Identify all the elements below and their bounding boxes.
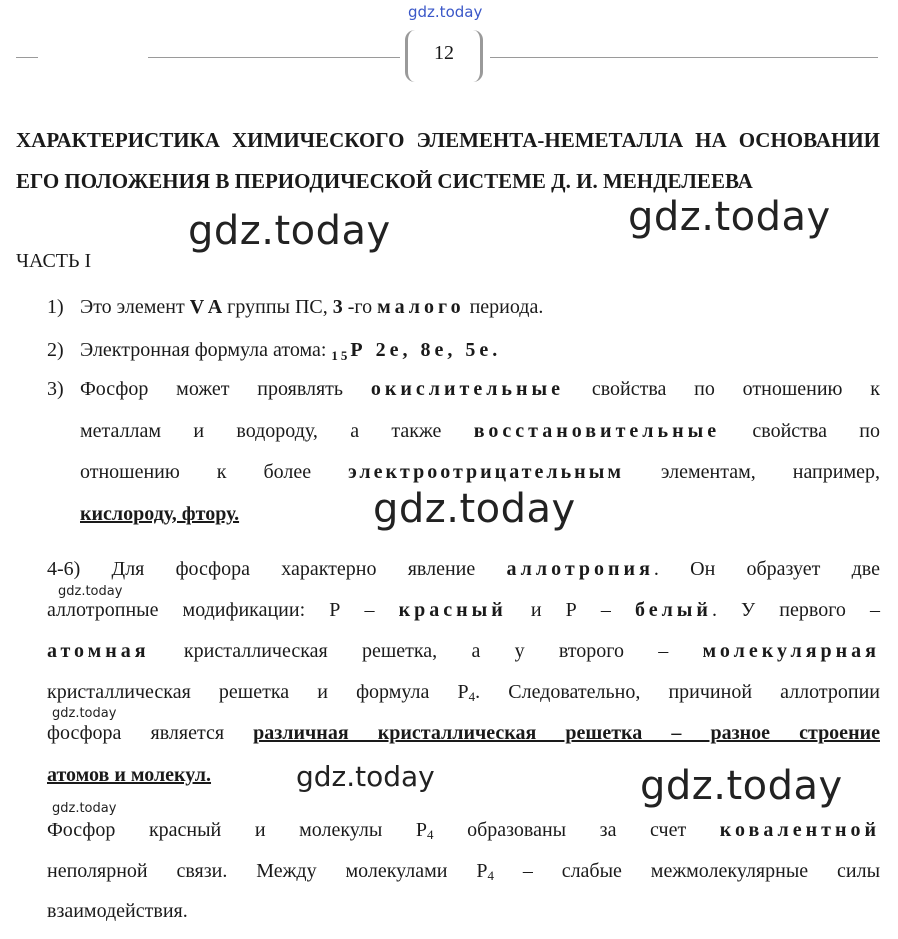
header-rule-right — [490, 57, 878, 58]
item-1-number: 1) — [47, 296, 64, 318]
header-rule-left — [148, 57, 400, 58]
p7-line-3: взаимодействия. — [47, 900, 188, 922]
p46-line-5: фосфора является различная кристаллическая решетка – разное строение — [47, 722, 880, 744]
section-title: ХАРАКТЕРИСТИКА ХИМИЧЕСКОГО ЭЛЕМЕНТА-НЕМЕТАЛЛА НА ОСНОВАНИИ ЕГО ПОЛОЖЕНИЯ В ПЕРИОДИЧЕСКОЙ СИСТЕМЕ Д. И. МЕНДЕЛЕЕВА — [16, 128, 880, 193]
watermark-big: gdz.today — [640, 763, 843, 809]
watermark-top: gdz.today — [408, 3, 483, 21]
item-2-number: 2) — [47, 339, 64, 361]
page-number-frame — [405, 30, 483, 82]
item-2-text: Электронная формула атома: $_{15}$Р 2е, 8е, 5е. — [80, 339, 502, 363]
item-3-number: 3) — [47, 378, 64, 400]
item-3-line-2: металлам и водороду, а также восстановительные свойства по — [80, 420, 880, 442]
p46-line-3: атомная кристаллическая решетка, а у второго – молекулярная — [47, 640, 880, 662]
watermark-big: gdz.today — [373, 486, 576, 532]
part-label: ЧАСТЬ I — [16, 250, 92, 272]
watermark-small: gdz.today — [52, 706, 117, 721]
watermark-small: gdz.today — [52, 801, 117, 816]
item-3-line-1: Фосфор может проявлять окислительные свойства по отношению к — [80, 378, 880, 400]
watermark-small: gdz.today — [58, 584, 123, 599]
item-3-line-3: отношению к более электроотрицательным элементам, например, — [80, 461, 880, 483]
item-3-line-4: кислороду, фтору. — [80, 503, 240, 525]
watermark-big: gdz.today — [628, 194, 831, 240]
watermark-medium: gdz.today — [296, 760, 435, 793]
p7-line-1: Фосфор красный и молекулы $Р_4$ образованы за счет ковалентной — [47, 819, 880, 842]
p7-line-2: неполярной связи. Между молекулами $Р_4$ – слабые межмолекулярные силы — [47, 860, 881, 883]
p46-line-1: 4-6) Для фосфора характерно явление аллотропия. Он образует две — [47, 558, 880, 580]
watermark-big: gdz.today — [188, 208, 391, 254]
p46-line-2: аллотропные модификации: Р – красный и Р – белый. У первого – — [47, 599, 880, 621]
header-rule-left-short — [16, 57, 38, 58]
p46-line-6: атомов и молекул. — [47, 764, 212, 786]
item-1-text: Это элемент V A группы ПС, 3 -го малого периода. — [80, 296, 544, 318]
page-number: 12 — [434, 42, 454, 64]
p46-line-4: кристаллическая решетка и формула $Р_4$. Следовательно, причиной аллотропии — [47, 681, 880, 704]
